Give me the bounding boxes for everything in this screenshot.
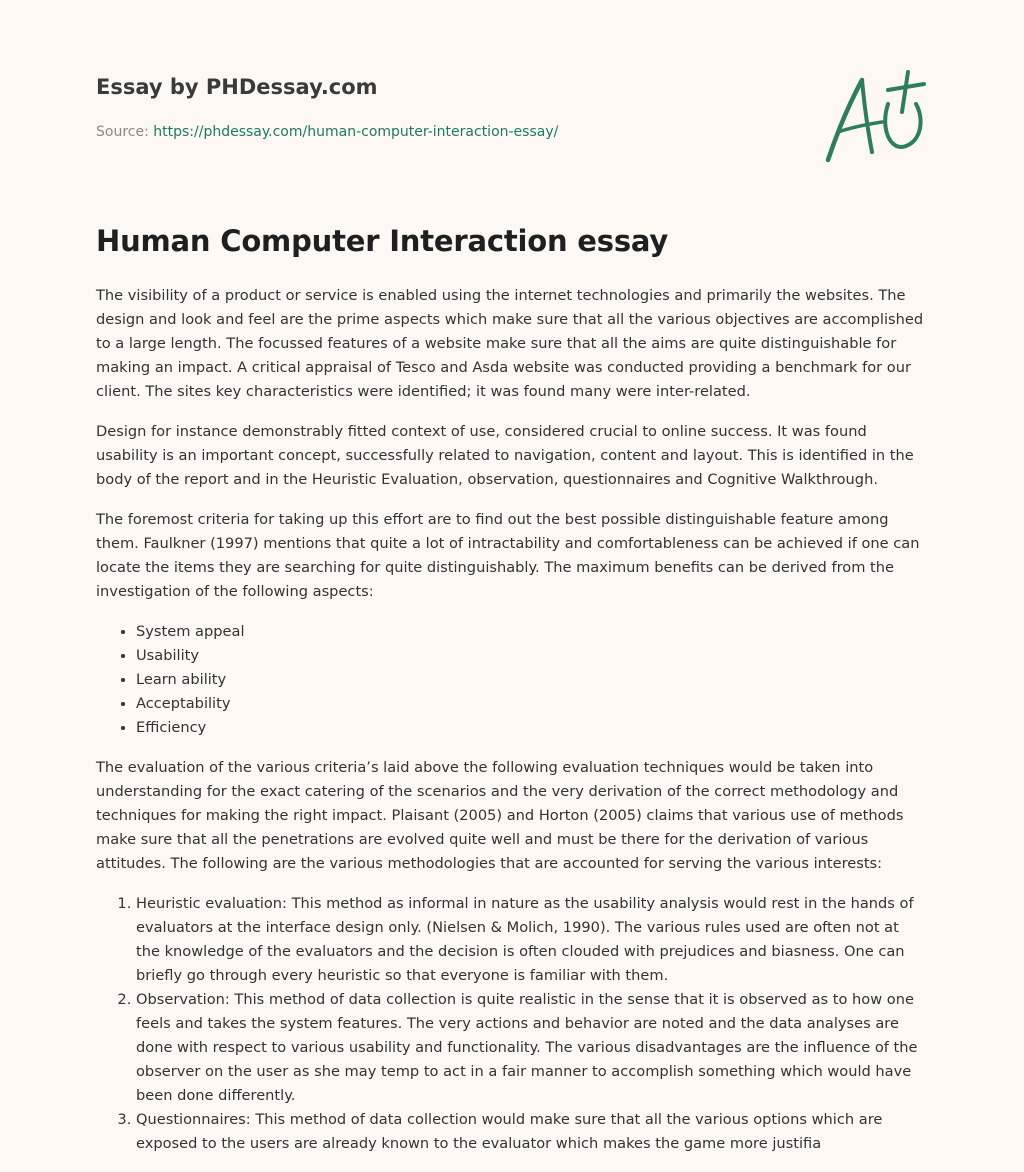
a-plus-logo-graphic xyxy=(822,68,926,164)
site-brand: Essay by PHDessay.com xyxy=(96,75,378,99)
list-item: • System appeal xyxy=(136,620,926,644)
source-label: Source: xyxy=(96,124,149,140)
a-plus-logo-icon xyxy=(822,68,926,164)
list-item: • Usability xyxy=(136,644,926,668)
list-item: • Acceptability xyxy=(136,692,926,716)
list-item: 2. Observation: This method of data collection is quite realistic in the sense that it is observed as to how one feels and takes the system features. The very actions and behavior are noted and the data analyses are done with respect to various usability and functionality. The various disadvantages are the influence of the observer on the user as she may temp to act in a fair manner to accomplish something which would have been done differently. xyxy=(136,988,926,1108)
paragraph: The visibility of a product or service is enabled using the internet technologies and primarily the websites. The design and look and feel are the prime aspects which make sure that all the various objectives are accomplished to a large length. The focussed features of a website make sure that all the aims are quite distinguishable for making an impact. A critical appraisal of Tesco and Asda website was conducted providing a benchmark for our client. The sites key characteristics were identified; it was found many were inter-related. xyxy=(96,287,924,400)
list-item: 3. Questionnaires: This method of data collection would make sure that all the various options which are exposed to the users are already known to the evaluator which makes the game more justifia xyxy=(136,1108,926,1156)
aspects-list xyxy=(96,620,926,740)
essay-title: Human Computer Interaction essay xyxy=(96,224,669,258)
list-item: • Learn ability xyxy=(136,668,926,692)
methods-list xyxy=(96,892,926,1156)
list-item: 1. Heuristic evaluation: This method as informal in nature as the usability analysis would rest in the hands of evaluators at the interface design only. (Nielsen & Molich, 1990). The various rules used are often not at the knowledge of the evaluators and the decision is often clouded with prejudices and biasness. One can briefly go through every heuristic so that everyone is familiar with them. xyxy=(136,892,926,988)
essay-body xyxy=(96,284,926,1172)
paragraph: The foremost criteria for taking up this effort are to find out the best possible distinguishable feature among them. Faulkner (1997) mentions that quite a lot of intractability and comfortableness can be achieved if one can locate the items they are searching for quite distinguishably. The maximum benefits can be derived from the investigation of the following aspects: xyxy=(96,511,920,600)
source-link[interactable]: https://phdessay.com/human-computer-interaction-essay/ xyxy=(153,124,559,140)
paragraph: The evaluation of the various criteria’s laid above the following evaluation techniques would be taken into understanding for the exact catering of the scenarios and the very derivation of the correct methodology and techniques for making the right impact. Plaisant (2005) and Horton (2005) claims that various use of methods make sure that all the penetrations are evolved quite well and must be there for the derivation of various attitudes. The following are the various methodologies that are accounted for serving the various interests: xyxy=(96,759,904,872)
list-item: • Efficiency xyxy=(136,716,926,740)
source-line xyxy=(96,124,558,140)
paragraph: Design for instance demonstrably fitted context of use, considered crucial to online success. It was found usability is an important concept, successfully related to navigation, content and layout. This is identified in the body of the report and in the Heuristic Evaluation, observation, questionnaires and Cognitive Walkthrough. xyxy=(96,423,914,488)
